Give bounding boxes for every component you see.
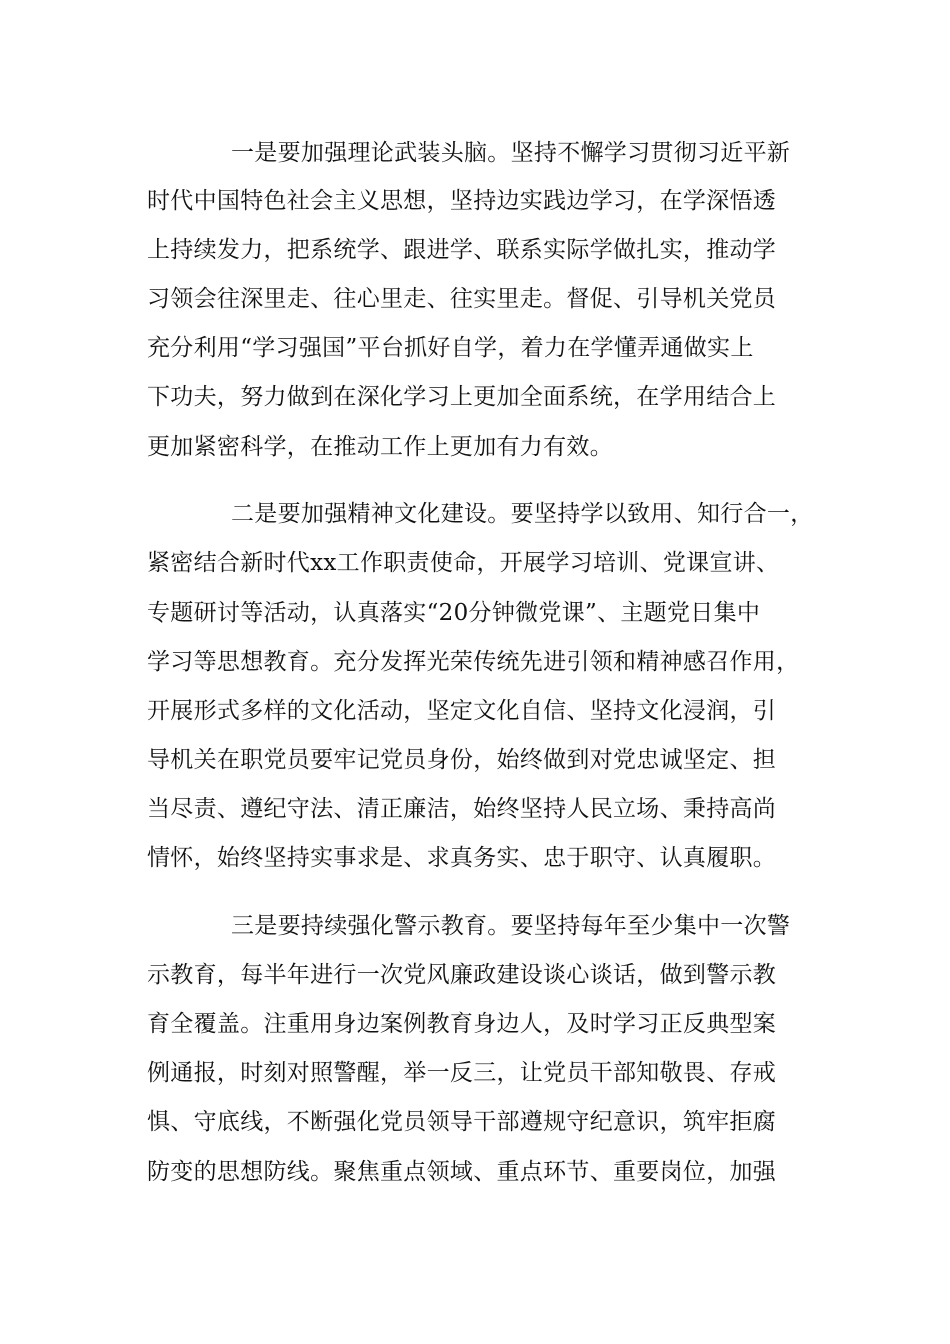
paragraph-1-line-4: 习领会往深里走、往心里走、往实里走。督促、引导机关党员: [147, 286, 777, 312]
paragraph-2-line-3: 专题研讨等活动，认真落实“20分钟微党课”、主题党日集中: [147, 600, 761, 626]
paragraph-2-line-2: 紧密结合新时代xx工作职责使命，开展学习培训、党课宣讲、: [147, 550, 780, 576]
paragraph-3-line-1: 三是要持续强化警示教育。要坚持每年至少集中一次警: [231, 913, 791, 939]
paragraph-3-line-3: 育全覆盖。注重用身边案例教育身边人，及时学习正反典型案: [147, 1011, 777, 1037]
paragraph-2-line-6: 导机关在职党员要牢记党员身份，始终做到对党忠诚坚定、担: [147, 747, 777, 773]
paragraph-1-line-2: 时代中国特色社会主义思想，坚持边实践边学习，在学深悟透: [147, 188, 777, 214]
paragraph-2-line-7: 当尽责、遵纪守法、清正廉洁，始终坚持人民立场、秉持高尚: [147, 796, 777, 822]
paragraph-1-line-3: 上持续发力，把系统学、跟进学、联系实际学做扎实，推动学: [147, 237, 777, 263]
paragraph-3-line-4: 例通报，时刻对照警醒，举一反三，让党员干部知敬畏、存戒: [147, 1060, 777, 1086]
paragraph-1-line-1: 一是要加强理论武装头脑。坚持不懈学习贯彻习近平新: [231, 140, 791, 166]
paragraph-1-line-5: 充分利用“学习强国”平台抓好自学，着力在学懂弄通做实上: [147, 335, 754, 361]
paragraph-2-line-8: 情怀，始终坚持实事求是、求真务实、忠于职守、认真履职。: [147, 845, 777, 871]
paragraph-3-line-2: 示教育，每半年进行一次党风廉政建设谈心谈话，做到警示教: [147, 962, 777, 988]
paragraph-3-line-6: 防变的思想防线。聚焦重点领域、重点环节、重要岗位，加强: [147, 1159, 777, 1185]
paragraph-2-line-4: 学习等思想教育。充分发挥光荣传统先进引领和精神感召作用，: [147, 649, 800, 675]
paragraph-1-line-7: 更加紧密科学，在推动工作上更加有力有效。: [147, 434, 613, 460]
paragraph-2-line-5: 开展形式多样的文化活动，坚定文化自信、坚持文化浸润，引: [147, 698, 777, 724]
paragraph-2-line-1: 二是要加强精神文化建设。要坚持学以致用、知行合一，: [231, 501, 814, 527]
paragraph-1-line-6: 下功夫，努力做到在深化学习上更加全面系统，在学用结合上: [147, 384, 777, 410]
paragraph-3-line-5: 惧、守底线，不断强化党员领导干部遵规守纪意识，筑牢拒腐: [147, 1109, 777, 1135]
